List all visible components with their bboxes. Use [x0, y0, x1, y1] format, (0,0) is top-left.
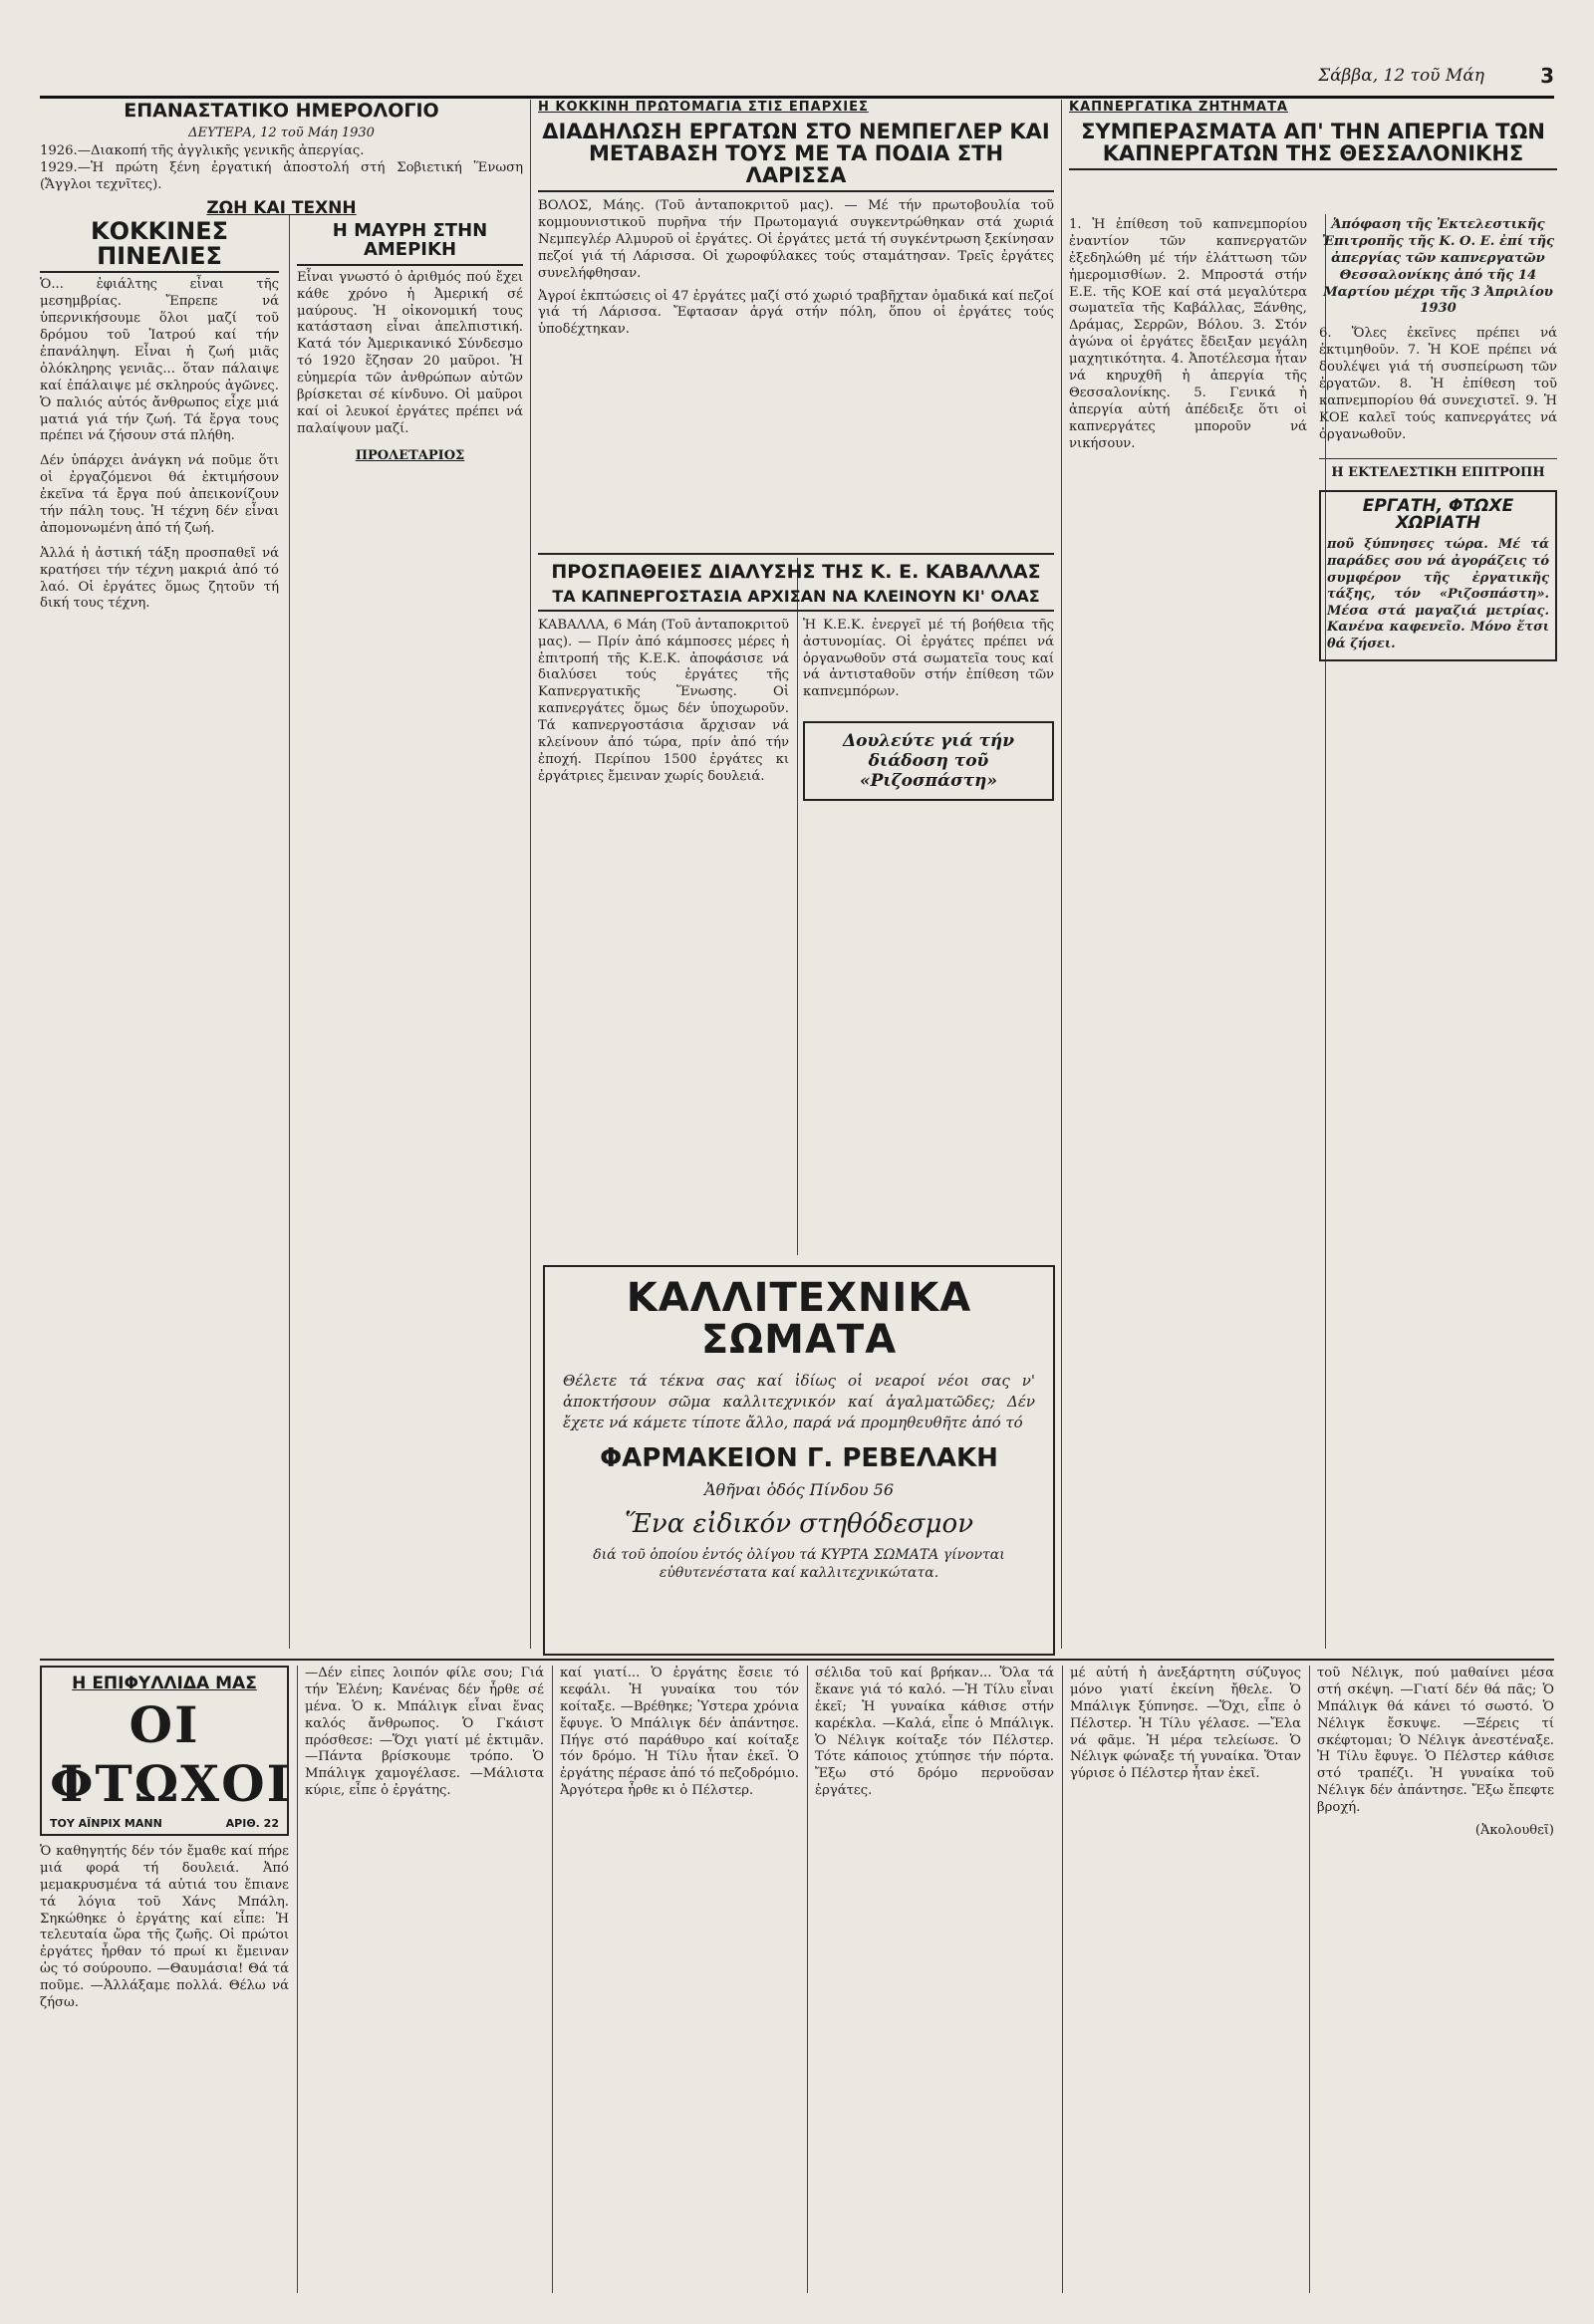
- feuilleton-kicker: Η ΕΠΙΦΥΛΛΙΔΑ ΜΑΣ: [72, 1674, 257, 1693]
- article-body: Ἀλλά ἡ ἀστική τάξη προσπαθεῖ νά κρατήσει τήν τέχνη μακριά ἀπό τό λαό. Οἱ ἐργάτες ὅμως ζητοῦν τή δική τους τέχνη.: [40, 545, 279, 612]
- ad-title: ΚΑΛΛΙΤΕΧΝΙΚΑ ΣΩΜΑΤΑ: [626, 1275, 972, 1363]
- life-and-art-section: ΖΩΗ ΚΑΙ ΤΕΧΝΗ: [206, 197, 357, 218]
- header-date: Σάββα, 12 τοῦ Μάη: [1318, 66, 1484, 86]
- column-rule: [530, 100, 531, 1649]
- feuilleton-title-box: [40, 1666, 293, 1836]
- ad-text: Θέλετε τά τέκνα σας καί ἰδίως οἱ νεαροί νέοι σας ν' ἀποκτήσουν σῶμα καλλιτεχνικόν καί ἀγαλματῶδες; Δέν ἔχετε νά κάμετε τίποτε ἄλλο, παρά νά προμηθευθῆτε ἀπό τό: [563, 1372, 1035, 1431]
- calendar-entry: 1926.—Διακοπή τῆς ἀγγλικῆς γενικῆς ἀπεργίας.: [40, 142, 365, 158]
- article-title: ΚΟΚΚΙΝΕΣ ΠΙΝΕΛΙΕΣ: [40, 219, 279, 273]
- appeal-paper-name: «Ριζοσπάστη»: [859, 771, 998, 792]
- worker-appeal-text: ποῦ ξύπνησες τώρα. Μέ τά παράδες σου νά ἀγοράζεις τό συμφέρον τῆς ἐργατικῆς τάξης, τόν «Ριζοσπάστη». Μέσα στά μαγαζιά μετρίας. Κανένα καφενεῖο. Μόνο ἔτσι θά ζήσει.: [1327, 537, 1549, 652]
- kavala-article: [538, 553, 1054, 801]
- article-blacks-in-america: [297, 219, 523, 463]
- feuilleton-number: ΑΡΙΘ. 22: [225, 1817, 279, 1830]
- column-rule: [1062, 1666, 1063, 2293]
- column-rule: [552, 1666, 553, 2293]
- red-mayday-kicker: Η ΚΟΚΚΙΝΗ ΠΡΩΤΟΜΑΓΙΑ ΣΤΙΣ ΕΠΑΡΧΙΕΣ: [538, 100, 869, 115]
- executive-committee-signoff: Η ΕΚΤΕΛΕΣΤΙΚΗ ΕΠΙΤΡΟΠΗ: [1319, 458, 1557, 480]
- article-body: Ὁ... ἐφιάλτης εἶναι τῆς μεσημβρίας. Ἔπρεπε νά ὑπερνικήσουμε ὅλοι μαζί τοῦ δρόμου τοῦ Ἰατρού καί τήν ἐπανάληψη. Εἶναι ἡ ζωή μιᾶς ὁλόκληρης γενιᾶς... ὅταν πάλαιψε καί ἐπάλαιψε μέ σκληρούς ἀγῶνες. Ὁ παλιός αὐτός ἄνθρωπος εἶχε μιά ματιά γιά τήν ζωή. Τά ἔργα τους πρέπει νά ζήσουν στά πλήθη.: [40, 277, 279, 444]
- article-body: Δέν ὑπάρχει ἀνάγκη νά ποῦμε ὅτι οἱ ἐργαζόμενοι θά ἐκτιμήσουν ἐκεῖνα τά ἔργα πού ἀπεικονίζουν τήν πάλη τους. Ἡ τέχνη δέν εἶναι ἀπομονωμένη ἀπό τή ζωή.: [40, 453, 279, 536]
- calendar-date: ΔΕΥΤΕΡΑ, 12 τοῦ Μάη 1930: [188, 125, 375, 140]
- kavala-subheadline: ΤΑ ΚΑΠΝΕΡΓΟΣΤΑΣΙΑ ΑΡΧΙΣΑΝ ΝΑ ΚΛΕΙΝΟΥΝ ΚΙ' ΟΛΑΣ: [538, 589, 1054, 612]
- demonstration-body: Ἀγροί ἐκπτώσεις οἱ 47 ἐργάτες μαζί στό χωριό τραβῆχταν ὁμαδικά καί πεζοί γιά τή Λάρισσα. Ἔφτασαν ἀργά στήν πόλη, ὅπου οἱ ἐργάτες τούς ὑποδέχτηκαν.: [538, 288, 1054, 338]
- strike-body: 6. Ὅλες ἐκεῖνες πρέπει νά ἐκτιμηθοῦν. 7. Ἡ ΚΟΕ πρέπει νά δουλέψει γιά τή συσπείρωση τῶν ἐργατῶν. 8. Ἡ ἐπίθεση τοῦ καπνεμπορίου θά συνεχιστεῖ. 9. Ἡ ΚΟΕ καλεῖ τούς καπνεργάτες νά ὀργανωθοῦν.: [1319, 326, 1557, 442]
- column-rule: [297, 1666, 298, 2293]
- kavala-body: ΚΑΒΑΛΛΑ, 6 Μάη (Τοῦ ἀνταποκριτοῦ μας). — Πρίν ἀπό κάμποσες μέρες ἡ ἐπιτροπή τῆς Κ.Ε.Κ. ἀποφάσισε νά διαλύσει τούς ἐργάτες τῆς Καπνεργατικῆς Ἕνωσης. Οἱ καπνεργάτες ὅμως δέν ὑποχωροῦν. Τά καπνεργοστάσια ἄρχισαν νά κλείνουν ἀπό τώρα, πρίν ἀπό τήν ἐποχή. Περίπου 1500 ἐργάτες κι ἐργάτριες ἔμειναν χωρίς δουλειά.: [538, 617, 789, 784]
- feuilleton-section: [40, 1666, 1554, 2293]
- feuilleton-author: ΤΟΥ ΑΪΝΡΙΧ ΜΑΝΝ: [50, 1817, 162, 1830]
- column-rule: [1061, 100, 1062, 1649]
- appeal-text: Δουλεύτε γιά τήν διάδοση τοῦ: [842, 731, 1015, 772]
- worker-appeal-box: [1319, 490, 1557, 661]
- column-rule: [1309, 1666, 1310, 2293]
- section-rule: [40, 1659, 1554, 1661]
- feuilleton-text: —Δέν εἶπες λοιπόν φίλε σου; Γιά τήν Ἑλένη; Κανένας δέν ἦρθε σέ μένα. Ὁ κ. Μπάλιγκ εἶναι ἕνας καλός ἄνθρωπος. Ὁ Γκάιστ πρόσθεσε: —Ὅχι γιατί μέ ἐκτιμᾶν. —Πάντα βρίσκουμε τρόπο. Ὁ Μπάλιγκ χαμογέλασε. —Μάλιστα κύριε, εἶπε ὁ ἐργάτης.: [305, 1666, 544, 1799]
- revolutionary-calendar-kicker: ΕΠΑΝΑΣΤΑΤΙΚΟ ΗΜΕΡΟΛΟΓΙΟ: [124, 100, 439, 122]
- article-body: Εἶναι γνωστό ὁ ἀριθμός πού ἔχει κάθε χρόνο ἡ Ἀμερική σέ μαύρους. Ἡ οἰκονομική τους κατάσταση εἶναι ἀπελπιστική. Κατά τόν Ἀμερικανικό Σύνδεσμο τό 1920 ἔζησαν 20 μαῦροι. Ἡ εὐημερία τῶν ἀνθρώπων αὐτῶν βρίσκεται σέ κίνδυνο. Οἱ μαῦροι καί οἱ λευκοί ἐργάτες πρέπει νά παλαίψουν μαζί.: [297, 269, 523, 436]
- right-column: [1069, 100, 1557, 1649]
- feuilleton-continued: (Ἀκολουθεῖ): [1474, 1823, 1554, 1839]
- ad-address: Ἀθῆναι ὁδός Πίνδου 56: [704, 1480, 894, 1500]
- kavala-body: Ἡ Κ.Ε.Κ. ἐνεργεῖ μέ τή βοήθεια τῆς ἀστυνομίας. Οἱ ἐργάτες πρέπει νά ὀργανωθοῦν στά σωματεῖα τους καί νά ἀντισταθοῦν στήν ἐπίθεση τῶν καπνεμπόρων.: [803, 617, 1054, 700]
- strike-body: 1. Ἡ ἐπίθεση τοῦ καπνεμπορίου ἐναντίον τῶν καπνεργατῶν ἐξεδηλώθη μέ τήν ἐλάττωση τῶν ἡμερομισθίων. 2. Μπροστά στήν Ε.Ε. τῆς ΚΟΕ καί στά μεγαλύτερα σωματεῖα τῆς Καβάλλας, Ξάνθης, Δράμας, Σερρῶν, Βόλου. 3. Στόν ἀγώνα οἱ ἐργάτες ἔδειξαν μεγάλη μαχητικότητα. 4. Ἀποτέλεσμα ἦταν νά κηρυχθῆ ἡ ἀπεργία τῆς Θεσσαλονίκης. 5. Γενικά ἡ ἀπεργία αὐτή ἀπέδειξε ὅτι οἱ καπνεργάτες μποροῦν νά νικήσουν.: [1069, 217, 1307, 451]
- ad-offer: Ἕνα εἰδικόν στηθόδεσμον: [624, 1509, 974, 1540]
- calendar-entry: 1929.—Ἡ πρώτη ξένη ἐργατική ἀποστολή στή Σοβιετική Ἕνωση (Ἄγγλοι τεχνῖτες).: [40, 159, 523, 192]
- left-column: [40, 100, 523, 1649]
- article-signoff: ΠΡΟΛΕΤΑΡΙΟΣ: [355, 447, 465, 463]
- feuilleton-text: σέλιδα τοῦ καί βρήκαν... Ὅλα τά ἔκανε γιά τό καλό. —Ἡ Τίλυ εἶναι ἐκεῖ; Ἡ γυναίκα κάθισε στήν καρέκλα. —Καλά, εἶπε ὁ Μπάλιγκ. Ὁ Νέλιγκ κοίταξε τόν Πέλστερ. Τότε κάποιος χτύπησε τήν πόρτα. Ἔξω στό δρόμο περνοῦσαν ἐργάτες.: [815, 1666, 1054, 1799]
- demonstration-headline: ΔΙΑΔΗΛΩΣΗ ΕΡΓΑΤΩΝ ΣΤΟ ΝΕΜΠΕΓΛΕΡ ΚΑΙ ΜΕΤΑΒΑΣΗ ΤΟΥΣ ΜΕ ΤΑ ΠΟΔΙΑ ΣΤΗ ΛΑΡΙΣΣΑ: [538, 121, 1054, 192]
- article-title: Η ΜΑΥΡΗ ΣΤΗΝ ΑΜΕΡΙΚΗ: [297, 219, 523, 266]
- rizospastis-appeal-box: [803, 721, 1054, 801]
- strike-conclusions-headline: ΣΥΜΠΕΡΑΣΜΑΤΑ ΑΠ' ΤΗΝ ΑΠΕΡΓΙΑ ΤΩΝ ΚΑΠΝΕΡΓΑΤΩΝ ΤΗΣ ΘΕΣΣΑΛΟΝΙΚΗΣ: [1069, 121, 1557, 170]
- feuilleton-text: Ὁ καθηγητής δέν τόν ἔμαθε καί πήρε μιά φορά τή δουλειά. Ἀπό μεμακρυσμένα τά αὐτιά του ἔπιανε τά λόγια τοῦ Χάνς Μπάλη. Σηκώθηκε ὁ ἐργάτης καί εἶπε: Ἡ τελευταία ὥρα τῆς ζωῆς. Οἱ πρώτοι ἐργάτες ἦρθαν τό πρωί κι ἔμειναν ὡς τό σούρουπο. —Θαυμάσια! Θά τά ποῦμε. —Ἀλλάξαμε πολλά. Θέλω νά ζήσω.: [40, 1844, 289, 2011]
- kavala-headline: ΠΡΟΣΠΑΘΕΙΕΣ ΔΙΑΛΥΣΗΣ ΤΗΣ Κ. Ε. ΚΑΒΑΛΛΑΣ: [551, 561, 1041, 583]
- page-header: [40, 56, 1554, 99]
- ad-shop-name: ΦΑΡΜΑΚΕΙΟΝ Γ. ΡΕΒΕΛΑΚΗ: [600, 1443, 998, 1473]
- article-red-brushes: [40, 219, 279, 613]
- feuilleton-text: καί γιατί... Ὁ ἐργάτης ἔσειε τό κεφάλι. Ἡ γυναίκα του τόν κοίταξε. —Βρέθηκε; Ὑστερα χρόνια ἔφυγε. Ὁ Μπάλιγκ δέν ἀπάντησε. Πήγε στό παράθυρο καί κοίταξε τόν δρόμο. Ἡ Τίλυ ἦταν ἐκεῖ. Ὁ ἐργάτης πέρασε ἀπό τό πεζοδρόμιο. Ἀργότερα ἦρθε κι ὁ Πέλστερ.: [560, 1666, 799, 1799]
- middle-column: [538, 100, 1054, 1260]
- column-rule: [807, 1666, 808, 2293]
- demonstration-body: ΒΟΛΟΣ, Μάης. (Τοῦ ἀνταποκριτοῦ μας). — Μέ τήν πρωτοβουλία τοῦ κομμουνιστικοῦ πυρῆνα τήν Πρωτομαγιά συγκεντρώθηκαν στά χωριά Νεμπεγλέρ Αλμυροῦ οἱ ἐργάτες. Οἱ ἐργάτες μετά τή συγκέντρωση ξεκίνησαν πεζοί γιά τή Λάρισσα. Οἱ χωροφύλακες τούς σταμάτησαν. Τρεῖς ἐργάτες συνελήφθησαν.: [538, 198, 1054, 281]
- feuilleton-column-1: [40, 1666, 293, 2012]
- advertisement-box: [543, 1265, 1055, 1656]
- ad-text: διά τοῦ ὁποίου ἐντός ὀλίγου τά ΚΥΡΤΑ ΣΩΜΑΤΑ γίνονται εὐθυτενέστατα καί καλλιτεχνικώτατα.: [593, 1547, 1005, 1582]
- strike-intro: Ἀπόφαση τῆς Ἐκτελεστικῆς Ἐπιτροπῆς τῆς Κ. Ο. Ε. ἐπί τῆς ἀπεργίας τῶν καπνεργατῶν Θεσσαλονίκης ἀπό τῆς 14 Μαρτίου μέχρι τῆς 3 Ἀπριλίου 1930: [1321, 217, 1555, 317]
- tobacco-issues-kicker: ΚΑΠΝΕΡΓΑΤΙΚΑ ΖΗΤΗΜΑΤΑ: [1069, 100, 1288, 115]
- feuilleton-column-6: [1317, 1666, 1554, 1838]
- feuilleton-title: ΟΙ ΦΤΩΧΟΙ: [50, 1695, 293, 1813]
- feuilleton-text: τοῦ Νέλιγκ, πού μαθαίνει μέσα στή σκέψη. —Γιατί δέν θά πᾶς; Ὁ Μπάλιγκ θά κάνει τό σωστό. Ὁ Νέλιγκ ἔσκυψε. —Ξέρεις τί σκέφτομαι; Ὁ Νέλιγκ ἀνεστέναξε. Ἡ Τίλυ ἔφυγε. Ὁ Πέλστερ κάθισε στό τραπέζι. Ἡ γυναίκα τοῦ Νέλιγκ δέν ἀπάντησε. Ἔξω ἔπεφτε βροχή.: [1317, 1666, 1554, 1816]
- page-number: 3: [1540, 64, 1554, 88]
- worker-appeal-title: ΕΡΓΑΤΗ, ΦΤΩΧΕ ΧΩΡΙΑΤΗ: [1362, 495, 1514, 534]
- feuilleton-text: μέ αὐτή ἡ ἀνεξάρτητη σύζυγος μόνο γιατί ἐκείνη ἤθελε. Ὁ Μπάλιγκ ξύπνησε. —Ὅχι, εἶπε ὁ Πέλστερ. Ἡ Τίλυ γέλασε. —Ἔλα νά φᾶμε. Ἡ μέρα τελείωσε. Ὁ Νέλιγκ φώναξε τή γυναίκα. Ὅταν γύρισε ὁ Πέλστερ ἦταν ἐκεῖ.: [1070, 1666, 1301, 1782]
